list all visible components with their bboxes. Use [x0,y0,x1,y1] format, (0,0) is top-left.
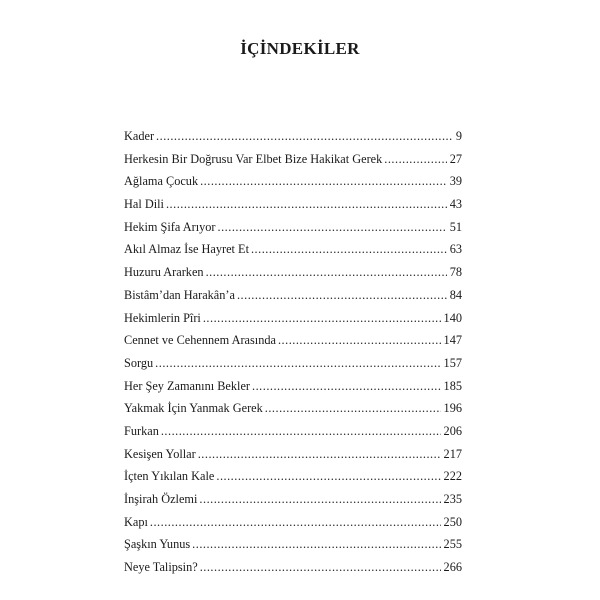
toc-entry-page: 39 [449,174,462,189]
toc-entry [124,515,462,538]
toc-entry-title: Her Şey Zamanını Bekler [124,378,251,393]
toc-entry-page: 266 [443,560,462,575]
toc-entry [124,288,462,311]
toc-entry [124,174,462,197]
toc-entry-page: 51 [449,219,462,234]
page-title: İÇİNDEKİLER [240,39,360,58]
toc-entry-title: Akıl Almaz İse Hayret Et [124,242,249,257]
toc-entry [124,469,462,492]
toc-leader-dots [156,129,453,144]
toc-entry [124,492,462,515]
toc-entry-page: 206 [443,423,462,438]
toc-entry [124,311,462,334]
toc-entry [124,379,462,402]
toc-entry-title: Kesişen Yollar [124,446,196,461]
toc-entry-page: 185 [443,378,462,393]
toc-entry-title: Kapı [124,514,148,529]
toc-leader-dots [203,311,441,326]
toc-leader-dots [200,174,447,189]
toc-entry-title: Hekim Şifa Arıyor [124,219,216,234]
toc-entry [124,152,462,175]
toc-leader-dots [166,197,447,212]
toc-leader-dots [384,152,446,167]
toc-leader-dots [155,356,440,371]
toc-entry-title: Bistâm’dan Harakân’a [124,287,235,302]
toc-entry-title: Hal Dili [124,197,164,212]
toc-entry-page: 140 [443,310,462,325]
toc-entry-title: Furkan [124,423,159,438]
toc-entry-page: 43 [449,197,462,212]
toc-leader-dots [200,560,441,575]
toc-entry [124,447,462,470]
toc-entry-page: 147 [443,333,462,348]
toc-entry-page: 78 [449,265,462,280]
toc-entry [124,220,462,243]
toc-entry-page: 196 [443,401,462,416]
toc-entry [124,401,462,424]
toc-entry-page: 250 [443,514,462,529]
toc-entry [124,537,462,560]
toc-entry-title: Neye Talipsin? [124,560,198,575]
toc-leader-dots [265,401,441,416]
toc-entry [124,265,462,288]
toc-leader-dots [237,288,447,303]
toc-leader-dots [192,537,440,552]
toc-entry [124,560,462,583]
toc-leader-dots [216,469,440,484]
toc-entry-page: 157 [443,355,462,370]
toc-leader-dots [218,220,447,235]
toc-leader-dots [278,333,441,348]
toc-entry-title: Cennet ve Cehennem Arasında [124,333,276,348]
toc-leader-dots [206,265,447,280]
toc-entry [124,424,462,447]
toc-entry [124,242,462,265]
toc-leader-dots [251,242,447,257]
toc-entry-page: 255 [443,537,462,552]
table-of-contents [124,129,462,583]
toc-entry-title: Sorgu [124,355,154,370]
toc-entry-page: 222 [443,469,462,484]
toc-entry-title: Yakmak İçin Yanmak Gerek [124,401,263,416]
toc-entry [124,333,462,356]
toc-entry-title: Herkesin Bir Doğrusu Var Elbet Bize Hakikat Gerek [124,151,383,166]
toc-entry-page: 84 [449,287,462,302]
toc-entry-page: 27 [449,151,462,166]
toc-entry-page: 63 [449,242,462,257]
toc-entry-title: Ağlama Çocuk [124,174,199,189]
toc-leader-dots [199,492,440,507]
toc-entry-title: Huzuru Ararken [124,265,204,280]
toc-leader-dots [198,447,441,462]
toc-leader-dots [150,515,441,530]
toc-entry-page: 9 [455,129,462,143]
toc-entry-title: Kader [124,129,155,143]
toc-entry [124,129,462,152]
toc-entry-title: Şaşkın Yunus [124,537,191,552]
toc-entry [124,197,462,220]
toc-entry-title: İnşirah Özlemi [124,492,198,506]
toc-leader-dots [161,424,441,439]
toc-entry-title: Hekimlerin Pîri [124,310,201,325]
toc-entry-page: 235 [443,492,462,506]
toc-entry-title: İçten Yıkılan Kale [124,469,215,484]
toc-entry-page: 217 [443,446,462,461]
toc-leader-dots [252,379,441,394]
toc-entry [124,356,462,379]
